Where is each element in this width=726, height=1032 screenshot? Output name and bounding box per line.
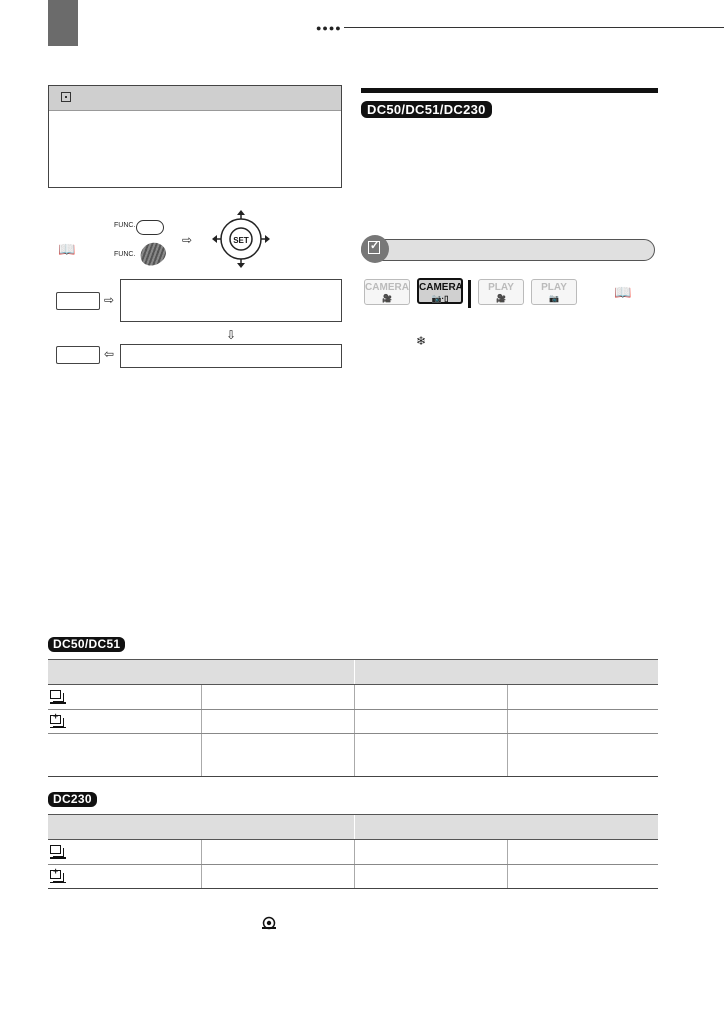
table-cell	[354, 710, 507, 734]
header-tab-block	[48, 0, 78, 46]
continuous-shooting-icon	[50, 845, 66, 859]
continuous-shooting-icon	[50, 690, 66, 704]
table-cell	[48, 685, 201, 710]
tip-box-header	[49, 86, 341, 111]
table-cell	[507, 734, 658, 777]
table-cell	[48, 710, 201, 734]
mode-label: CAMERA	[365, 282, 409, 293]
menu-setting-box	[120, 344, 342, 368]
table-row	[48, 685, 658, 710]
high-speed-continuous-icon: +	[50, 870, 66, 884]
table-cell	[48, 840, 201, 865]
mode-play-photo	[531, 279, 577, 305]
mode-camera-movie	[364, 279, 410, 305]
photo-card-icon: 📷·▯	[431, 294, 449, 303]
table-cell	[201, 865, 354, 889]
table-cell	[507, 685, 658, 710]
table-cell	[354, 685, 507, 710]
menu-selection-box	[120, 279, 342, 322]
header-rule	[344, 27, 724, 28]
table-cell	[201, 840, 354, 865]
arrow-right-icon: ⇨	[182, 233, 193, 247]
table-row	[48, 710, 658, 734]
checklist-circle	[361, 235, 389, 263]
table-header-cell	[354, 660, 658, 685]
table-row	[48, 840, 658, 865]
table-cell	[48, 734, 201, 777]
spec-table-1	[48, 659, 658, 777]
mode-label: CAMERA	[419, 282, 463, 293]
table-cell	[201, 734, 354, 777]
table-header-cell	[48, 660, 354, 685]
table-header-cell	[48, 815, 354, 840]
table-cell	[507, 840, 658, 865]
table-cell	[48, 865, 201, 889]
model-badge-heading: DC50/DC51/DC230	[361, 101, 492, 118]
model-badge-table1: DC50/DC51	[48, 637, 125, 652]
mode-play-movie	[478, 279, 524, 305]
header-dots: ●●●●	[316, 23, 342, 33]
photo-icon: 📷	[549, 294, 559, 303]
table-cell	[201, 685, 354, 710]
focus-square-icon	[61, 92, 71, 102]
mode-camera-photo	[417, 278, 463, 304]
table-row	[48, 865, 658, 889]
mode-label: PLAY	[541, 282, 567, 293]
table-cell	[354, 865, 507, 889]
snowflake-icon: ❄	[416, 334, 427, 348]
table-header-cell	[354, 815, 658, 840]
table-header-row	[48, 660, 658, 685]
model-badge-table2: DC230	[48, 792, 97, 807]
high-speed-continuous-icon: +	[50, 715, 66, 729]
func-button[interactable]	[136, 220, 164, 235]
movie-icon: 🎥	[382, 294, 392, 303]
checkmark-icon	[368, 241, 380, 254]
table-cell	[354, 734, 507, 777]
table-cell	[201, 710, 354, 734]
table-cell	[507, 865, 658, 889]
arrow-down-icon: ⇩	[226, 328, 237, 342]
movie-icon: 🎥	[496, 294, 506, 303]
section-rule	[361, 88, 658, 93]
book-icon: 📖	[58, 241, 76, 257]
mode-divider	[468, 280, 471, 308]
tip-box	[48, 85, 342, 188]
menu-key-box-2	[56, 346, 100, 364]
checklist-bar	[361, 239, 655, 261]
table-cell	[507, 710, 658, 734]
table-row	[48, 734, 658, 777]
table-header-row	[48, 815, 658, 840]
func-label-top: FUNC.	[114, 222, 136, 229]
func-button-wireless[interactable]	[137, 239, 170, 270]
func-label-bottom: FUNC.	[114, 251, 136, 258]
joystick-icon[interactable]	[212, 210, 270, 268]
menu-key-box-1	[56, 292, 100, 310]
set-label: SET	[233, 236, 249, 245]
mode-label: PLAY	[488, 282, 514, 293]
joystick-icon	[261, 916, 277, 930]
table-cell	[354, 840, 507, 865]
arrow-left-icon: ⇦	[104, 347, 115, 361]
book-icon: 📖	[614, 284, 632, 300]
spec-table-2	[48, 814, 658, 889]
arrow-right-icon: ⇨	[104, 293, 115, 307]
